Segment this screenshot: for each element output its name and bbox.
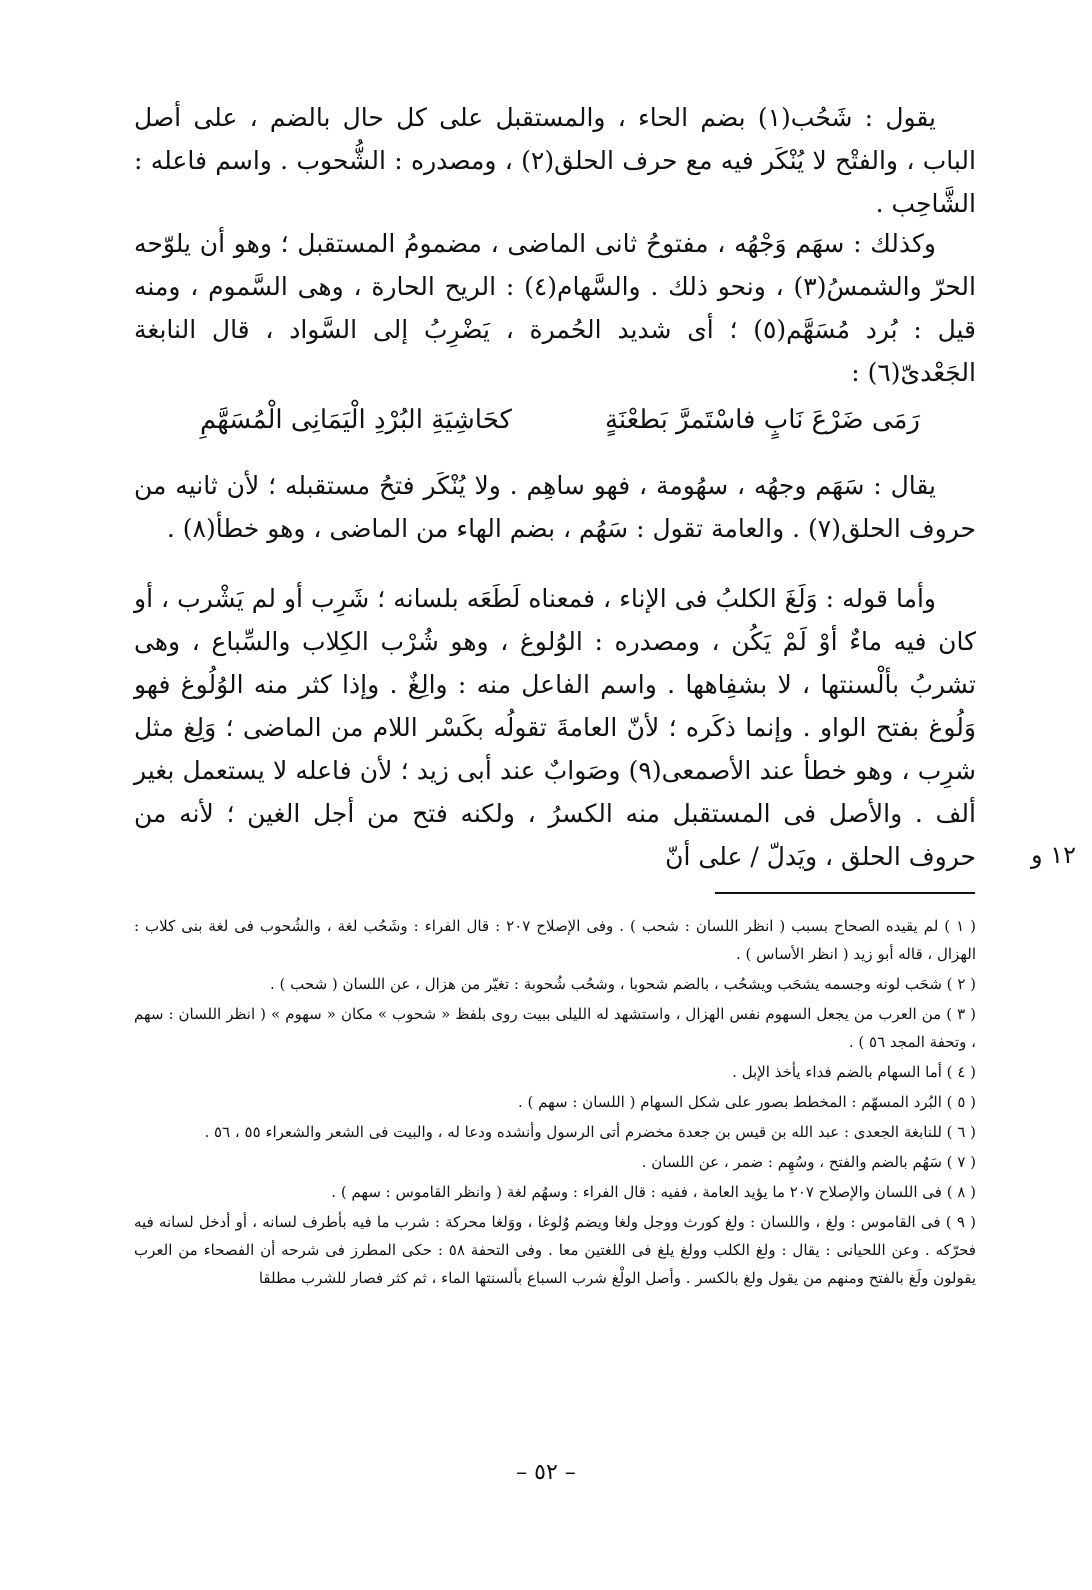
footnote-2: ( ٢ ) شحَب لونه وجسمه يشحَب ويشحُب ، بالضم شحوبا ، وشحُب شُحوبة : تغيّر من هزال ، عن اللسان ( شحب ) . [270, 975, 976, 993]
margin-folio-marker: ١٢ و [1031, 841, 1076, 869]
page-number: – ٥٢ – [516, 1460, 576, 1485]
footnote-5: ( ٥ ) البُرد المسهّم : المخطط بصور على شكل السهام ( اللسان : سهم ) . [517, 1093, 976, 1111]
footnote-8: ( ٨ ) فى اللسان والإصلاح ٢٠٧ ما يؤيد العامة ، ففيه : قال الفراء : وسهُم لغة ( وانظر القاموس : سهم ) . [331, 1183, 976, 1201]
poetry-verse [200, 400, 920, 440]
footnotes-section [134, 912, 976, 1294]
footnote-6: ( ٦ ) للنابغة الجعدى : عبد الله بن قيس بن جعدة مخضرم أتى الرسول وأنشده ودعا له ، والبيت فى الشعر والشعراء ٥٥ ، ٥٦ . [204, 1123, 976, 1141]
body-paragraph-4: وأما قوله : وَلَغَ الكلبُ فى الإناء ، فمعناه لَطَعَه بلسانه ؛ شَرِب أو لم يَشْرب ، أو كان فيه ماءٌ أوْ لَمْ يَكُن ، ومصدره : الوُلوغ ، وهو شُرْب الكِلاب والسِّباع ، وهى تشربُ بألْسنتها ، لا بشفِاهها . واسم الفاعل منه : والِغٌ . وإذا كثر منه الوُلُوغ فهو وَلُوغ بفتح الواو . وإنما ذكَره ؛ لأنّ العامةَ تقولُه بكَسْر اللام من الماضى ؛ وَلِغ مثل شرِب ، وهو خطأ عند الأصمعى(٩) وصَوابٌ عند أبى زيد ؛ لأن فاعله لا يستعمل بغير ألف . والأصل فى المستقبل منه الكسرُ ، ولكنه فتح من أجل الغين ؛ لأنه من حروف الحلق ، ويَدلّ / على أنّ [134, 584, 976, 871]
footnote-4: ( ٤ ) أما السهام بالضم فداء يأخذ الإبل . [732, 1063, 976, 1081]
footnote-separator [715, 892, 975, 894]
body-paragraph-1: يقول : شَحُب(١) بضم الحاء ، والمستقبل على كل حال بالضم ، على أصل الباب ، والفتْح لا يُنْكَر فيه مع حرف الحلق(٢) ، ومصدره : الشُّحوب . واسم فاعله : الشَّاحِب . [134, 103, 976, 218]
footnote-1: ( ١ ) لم يقيده الصحاح بسبب ( انظر اللسان : شحب ) . وفى الإصلاح ٢٠٧ : قال الفراء : وشَحُب لغة ، والشُحوب فى لغة بنى كلاب : الهزال ، قاله أبو زيد ( انظر الأساس ) . [134, 917, 976, 963]
footnote-7: ( ٧ ) سَهُم بالضم والفتح ، وسُهِم : ضمر ، عن اللسان . [641, 1153, 976, 1171]
body-paragraph-3: يقال : سَهَم وجهُه ، سهُومة ، فهو ساهِم . ولا يُنْكَر فتحُ مستقبله ؛ لأن ثانيه من حروف الحلق(٧) . والعامة تقول : سَهُم ، بضم الهاء من الماضى ، وهو خطأ(٨) . [134, 471, 976, 543]
footnote-9: ( ٩ ) فى القاموس : ولغ ، واللسان : ولغ كورث ووجل ولغا ويضم وُلوغا ، ووَلغا محركة : شرب ما فيه بأطرف لسانه ، أو أدخل لسانه فيه فحرّكه . وعن اللحيانى : يقال : ولغ الكلب وولغ يلغ فى اللغتين معا . وفى التحفة ٥٨ : حكى المطرز فى شرحه أن الفصحاء من العرب يقولون ولَغ بالفتح ومنهم من يقول ولغ بالكسر . وأصل الولْغ شرب السباع بألسنتها الماء ، ثم كثر فصار للشرب مطلقا [134, 1213, 976, 1287]
verse-second-hemistich: كحَاشِيَةِ البُرْدِ الْيَمَانِى الْمُسَهَّمِ [200, 405, 512, 435]
verse-first-hemistich: رَمَى ضَرْعَ نَابٍ فاسْتَمرَّ بَطعْنَةٍ [604, 405, 920, 435]
footnote-3: ( ٣ ) من العرب من يجعل السهوم نفس الهزال ، واستشهد له الليلى ببيت روى بلفظ « شحوب » مكان « سهوم » ( انظر اللسان : سهم ، وتحفة المجد ٥٦ ) . [134, 1005, 977, 1051]
body-paragraph-2: وكذلك : سهَم وَجْهُه ، مفتوحُ ثانى الماضى ، مضمومُ المستقبل ؛ وهو أن يلوّحه الحرّ والشمسُ(٣) ، ونحو ذلك . والسَّهام(٤) : الريح الحارة ، وهى السَّموم ، ومنه قيل : بُرد مُسَهَّم(٥) ؛ أى شديد الحُمرة ، يَضْرِبُ إلى السَّواد ، قال النابغة الجَعْدىّ(٦) : [134, 229, 976, 387]
